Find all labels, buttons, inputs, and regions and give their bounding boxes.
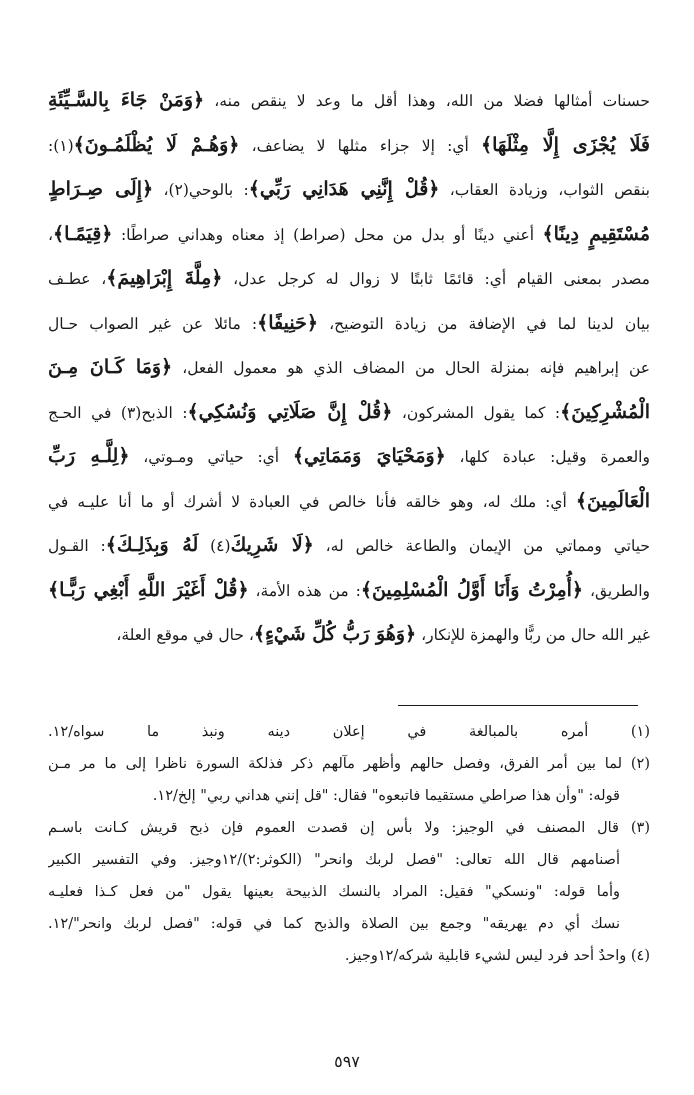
quran-verse: مُسْتَقِيمٍ دِينًا﴾ <box>542 222 650 245</box>
quran-verse: ﴿إِلَى صِـرَاطٍ <box>48 178 154 200</box>
quran-verse: ﴿قُلْ إِنَّ صَلَاتِي وَنُسُكِي﴾ <box>187 400 393 423</box>
commentary-text: بنقص الثواب، وزيادة العقاب، <box>439 181 650 199</box>
commentary-text: ، حال في موقع العلة، <box>116 626 254 644</box>
text-line-3 <box>48 167 650 212</box>
commentary-text: حياتي ومماتي من الإيمان والطاعة خالص له، <box>313 537 650 555</box>
quran-verse: ﴿لَا شَرِيكَ <box>230 534 314 556</box>
commentary-text: (١): <box>48 136 74 155</box>
quran-verse: لَهُ وَبِذَلِـكَ﴾ <box>105 534 199 556</box>
footnote-3-continuation-1: أصنامهم قال الله تعالى: "فصل لربك وانحر" (الكوثر:٢)/١٢وجيز. وفي التفسير الكبير <box>48 852 620 868</box>
commentary-text: ، <box>48 225 54 244</box>
footnotes-section <box>48 716 650 972</box>
quran-verse: ﴿قُلْ أَغَيْرَ اللَّهِ أَبْغِي رَبًّـا﴾ <box>48 578 249 601</box>
text-line-11 <box>48 523 650 568</box>
footnote-3-continuation-2: وأما قوله: "ونسكي" فقيل: المراد بالنسك الذبيحة بعينها يقول "من فعل كـذا فعليـه <box>48 884 620 900</box>
text-line-8 <box>48 390 650 435</box>
page-number: ٥٩٧ <box>334 1052 360 1071</box>
commentary-text: أي: ملك له، وهو خالقه فأنا خالص في العبادة لا أشرك أو ما أنا عليـه في <box>48 492 576 511</box>
quran-verse: ﴿حَنِيفًا﴾ <box>257 311 318 334</box>
quran-verse: ﴿وَمَا كَـانَ مِـنَ <box>48 356 173 378</box>
commentary-text: مصدر بمعنى القيام أي: قائمًا ثابتًا لا زوال له كرجل عدل، <box>222 270 650 288</box>
commentary-text: : القـول <box>48 537 106 555</box>
footnote-2: (٢) لما بين أمر الفرق، وفصل حالهم وأظهر مآلهم ذكر فذلكة السورة ناظرا إلى ما مر مـن <box>48 756 650 772</box>
text-line-12 <box>48 568 650 613</box>
commentary-text: : من هذه الأمة، <box>248 581 361 600</box>
quran-verse: ﴿قُلْ إِنَّنِي هَدَانِي رَبِّي﴾ <box>248 178 440 200</box>
footnote-4: (٤) واحدٌ أحد فرد ليس لشيء قابلية شركه/١٢وجيز. <box>344 948 650 964</box>
footnote-separator <box>398 705 638 706</box>
footnote-1: (١) أمره بالمبالغة في إعلان دينه ونبذ ما سواه/١٢. <box>48 724 650 740</box>
text-line-1 <box>48 78 650 123</box>
quran-verse: فَلَا يُجْزَى إِلَّا مِثْلَهَا﴾ <box>481 133 650 156</box>
commentary-text: : بالوحي(٢)، <box>153 181 249 199</box>
commentary-text: أي: حياتي ومـوتي، <box>129 448 293 466</box>
commentary-text: أي: إلا جزاء مثلها لا يضاعف، <box>239 136 481 155</box>
commentary-text: والطريق، <box>583 581 650 600</box>
commentary-text: حسنات أمثالها فضلا من الله، وهذا أقل ما وعد لا ينقص منه، <box>204 92 650 110</box>
commentary-text: أعني دينًا أو بدل من محل (صراط) إذ معناه وهداني صراطًا: <box>112 225 543 244</box>
text-line-7 <box>48 345 650 390</box>
quran-verse: الْعَالَمِينَ﴾ <box>575 489 650 512</box>
quran-verse: الْمُشْرِكِينَ﴾ <box>560 400 650 423</box>
footnote-2-continuation: قوله: "وأن هذا صراطي مستقيما فاتبعوه" فقال: "قل إنني هداني ربي" إلخ/١٢. <box>152 788 620 804</box>
commentary-text: : كما يقول المشركون، <box>392 403 561 422</box>
text-line-5 <box>48 256 650 301</box>
text-line-4 <box>48 212 650 257</box>
quran-verse: ﴿وَمَحْيَايَ وَمَمَاتِي﴾ <box>292 445 446 467</box>
commentary-text: غير الله حال من ربًّا والهمزة للإنكار، <box>416 626 650 644</box>
quran-verse: ﴿مِلَّةَ إِبْرَاهِيمَ﴾ <box>106 267 223 289</box>
quran-verse: ﴿وَمَنْ جَاءَ بِالسَّـيِّئَةِ <box>48 89 205 111</box>
text-line-9 <box>48 434 650 479</box>
commentary-text: بيان لدينا لما في الإضافة من زيادة التوضيح، <box>317 314 650 333</box>
text-line-6 <box>48 301 650 346</box>
quran-verse: ﴿أُمِرْتُ وَأَنَا أَوَّلُ الْمُسْلِمِينَ﴾ <box>360 578 584 601</box>
text-line-13 <box>48 612 650 657</box>
footnote-3-continuation-3: نسك أي دم يهريقه" وجمع بين الصلاة والذبح كما في قوله: "فصل لربك وانحر"/١٢. <box>48 916 620 932</box>
commentary-text: عن إبراهيم فإنه بمنزلة الحال من المضاف الذي هو معمول الفعل، <box>172 359 650 377</box>
quran-verse: ﴿لِلَّـهِ رَبِّ <box>48 445 130 467</box>
commentary-text: والعمرة وقيل: عبادة كلها، <box>445 448 650 466</box>
commentary-text: : الذبح(٣) في الحـج <box>48 403 188 422</box>
text-line-10 <box>48 479 650 524</box>
quran-verse: ﴿وَهُوَ رَبُّ كُلِّ شَيْءٍ﴾ <box>253 623 417 645</box>
quran-verse: ﴿قِيَمًـا﴾ <box>53 222 113 245</box>
quran-verse: ﴿وَهُـمْ لَا يُظْلَمُـونَ﴾ <box>73 133 240 156</box>
commentary-text: : مائلا عن غير الصواب حـال <box>48 314 258 333</box>
commentary-text: (٤) <box>198 537 231 555</box>
footnote-3: (٣) قال المصنف في الوجيز: ولا بأس إن قصدت العموم فإن ذبح قريش كـانت باسـم <box>48 820 650 836</box>
text-line-2 <box>48 123 650 168</box>
commentary-text: ، عطـف <box>48 270 107 288</box>
main-text-body <box>48 78 650 657</box>
